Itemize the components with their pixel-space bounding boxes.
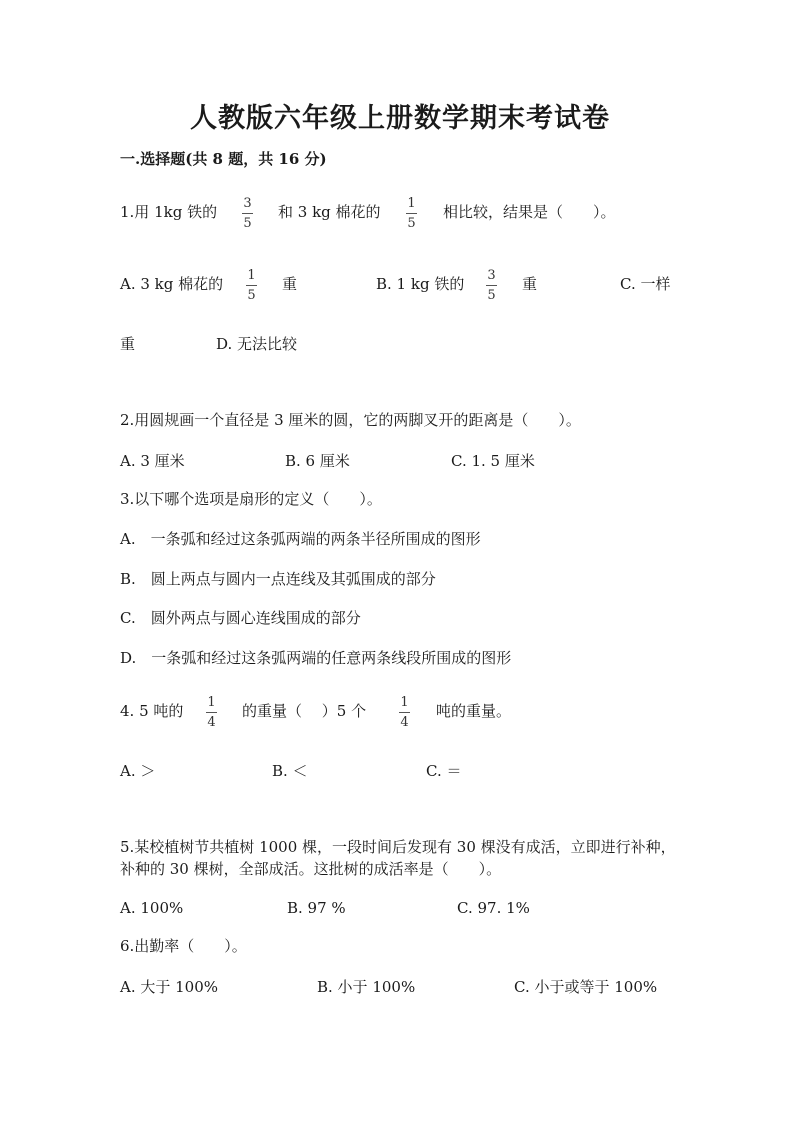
q4-fraction-2 xyxy=(399,695,410,730)
q1-option-d: D. 无法比较 xyxy=(216,335,298,353)
q1-text-part3: 相比较，结果是（ ）。 xyxy=(443,203,616,221)
fraction-denominator: 5 xyxy=(487,288,496,303)
q2-option-c: C. 1. 5 厘米 xyxy=(451,452,535,470)
fraction-numerator: 1 xyxy=(207,695,216,710)
q3-option-c: C. 圆外两点与圆心连线围成的部分 xyxy=(120,609,361,627)
q5-text: 5.某校植树节共植树 1000 棵，一段时间后发现有 30 棵没有成活，立即进行补种，补种的 30 棵树，全部成活。这批树的成活率是（ ）。 xyxy=(120,838,676,878)
q3-option-a: A. 一条弧和经过这条弧两端的两条半径所围成的图形 xyxy=(120,530,481,548)
q6-option-b: B. 小于 100% xyxy=(317,978,416,996)
q1-option-b-fraction xyxy=(486,268,497,303)
fraction-denominator: 5 xyxy=(407,216,416,231)
q2-text: 2.用圆规画一个直径是 3 厘米的圆，它的两脚叉开的距离是（ ）。 xyxy=(120,411,581,429)
fraction-numerator: 3 xyxy=(487,268,496,283)
q3-option-d: D. 一条弧和经过这条弧两端的任意两条线段所围成的图形 xyxy=(120,649,512,667)
q4-text-part1: 4. 5 吨的 xyxy=(120,702,184,720)
q1-text-part1: 1.用 1kg 铁的 xyxy=(120,203,218,221)
fraction-numerator: 1 xyxy=(400,695,409,710)
q1-option-a: A. 3 kg 棉花的 xyxy=(120,275,224,293)
fraction-denominator: 4 xyxy=(207,715,216,730)
fraction-bar xyxy=(406,213,417,214)
fraction-bar xyxy=(486,285,497,286)
fraction-bar xyxy=(206,712,217,713)
q5-option-a: A. 100% xyxy=(120,899,184,917)
fraction-denominator: 4 xyxy=(400,715,409,730)
q4-text-part2: 的重量（ ）5 个 xyxy=(242,702,367,720)
q1-option-b-tail: 重 xyxy=(522,275,538,293)
q3-option-b: B. 圆上两点与圆内一点连线及其弧围成的部分 xyxy=(120,570,436,588)
fraction-bar xyxy=(242,213,253,214)
q1-option-a-fraction xyxy=(246,268,257,303)
q5-option-b: B. 97 % xyxy=(287,899,346,917)
fraction-bar xyxy=(246,285,257,286)
section-heading: 一.选择题(共 8 题，共 16 分) xyxy=(120,150,327,168)
page-title: 人教版六年级上册数学期末考试卷 xyxy=(190,103,610,134)
q1-option-c-tail: 重 xyxy=(120,335,136,353)
q1-fraction-2 xyxy=(406,196,417,231)
q1-option-b: B. 1 kg 铁的 xyxy=(376,275,465,293)
q1-text-part2: 和 3 kg 棉花的 xyxy=(278,203,381,221)
fraction-denominator: 5 xyxy=(243,216,252,231)
q4-option-a: A. ＞ xyxy=(120,762,156,780)
q3-text: 3.以下哪个选项是扇形的定义（ ）。 xyxy=(120,490,382,508)
q6-option-c: C. 小于或等于 100% xyxy=(514,978,658,996)
q2-option-a: A. 3 厘米 xyxy=(120,452,185,470)
fraction-numerator: 3 xyxy=(243,196,252,211)
q5-option-c: C. 97. 1% xyxy=(457,899,530,917)
q6-option-a: A. 大于 100% xyxy=(120,978,219,996)
fraction-numerator: 1 xyxy=(247,268,256,283)
q1-option-a-tail: 重 xyxy=(282,275,298,293)
q6-text: 6.出勤率（ ）。 xyxy=(120,937,247,955)
fraction-denominator: 5 xyxy=(247,288,256,303)
q4-option-c: C. ＝ xyxy=(426,762,462,780)
q4-text-part3: 吨的重量。 xyxy=(436,702,512,720)
q1-fraction-1 xyxy=(242,196,253,231)
fraction-bar xyxy=(399,712,410,713)
q4-option-b: B. ＜ xyxy=(272,762,308,780)
q1-option-c: C. 一样 xyxy=(620,275,671,293)
q4-fraction-1 xyxy=(206,695,217,730)
fraction-numerator: 1 xyxy=(407,196,416,211)
q2-option-b: B. 6 厘米 xyxy=(285,452,350,470)
